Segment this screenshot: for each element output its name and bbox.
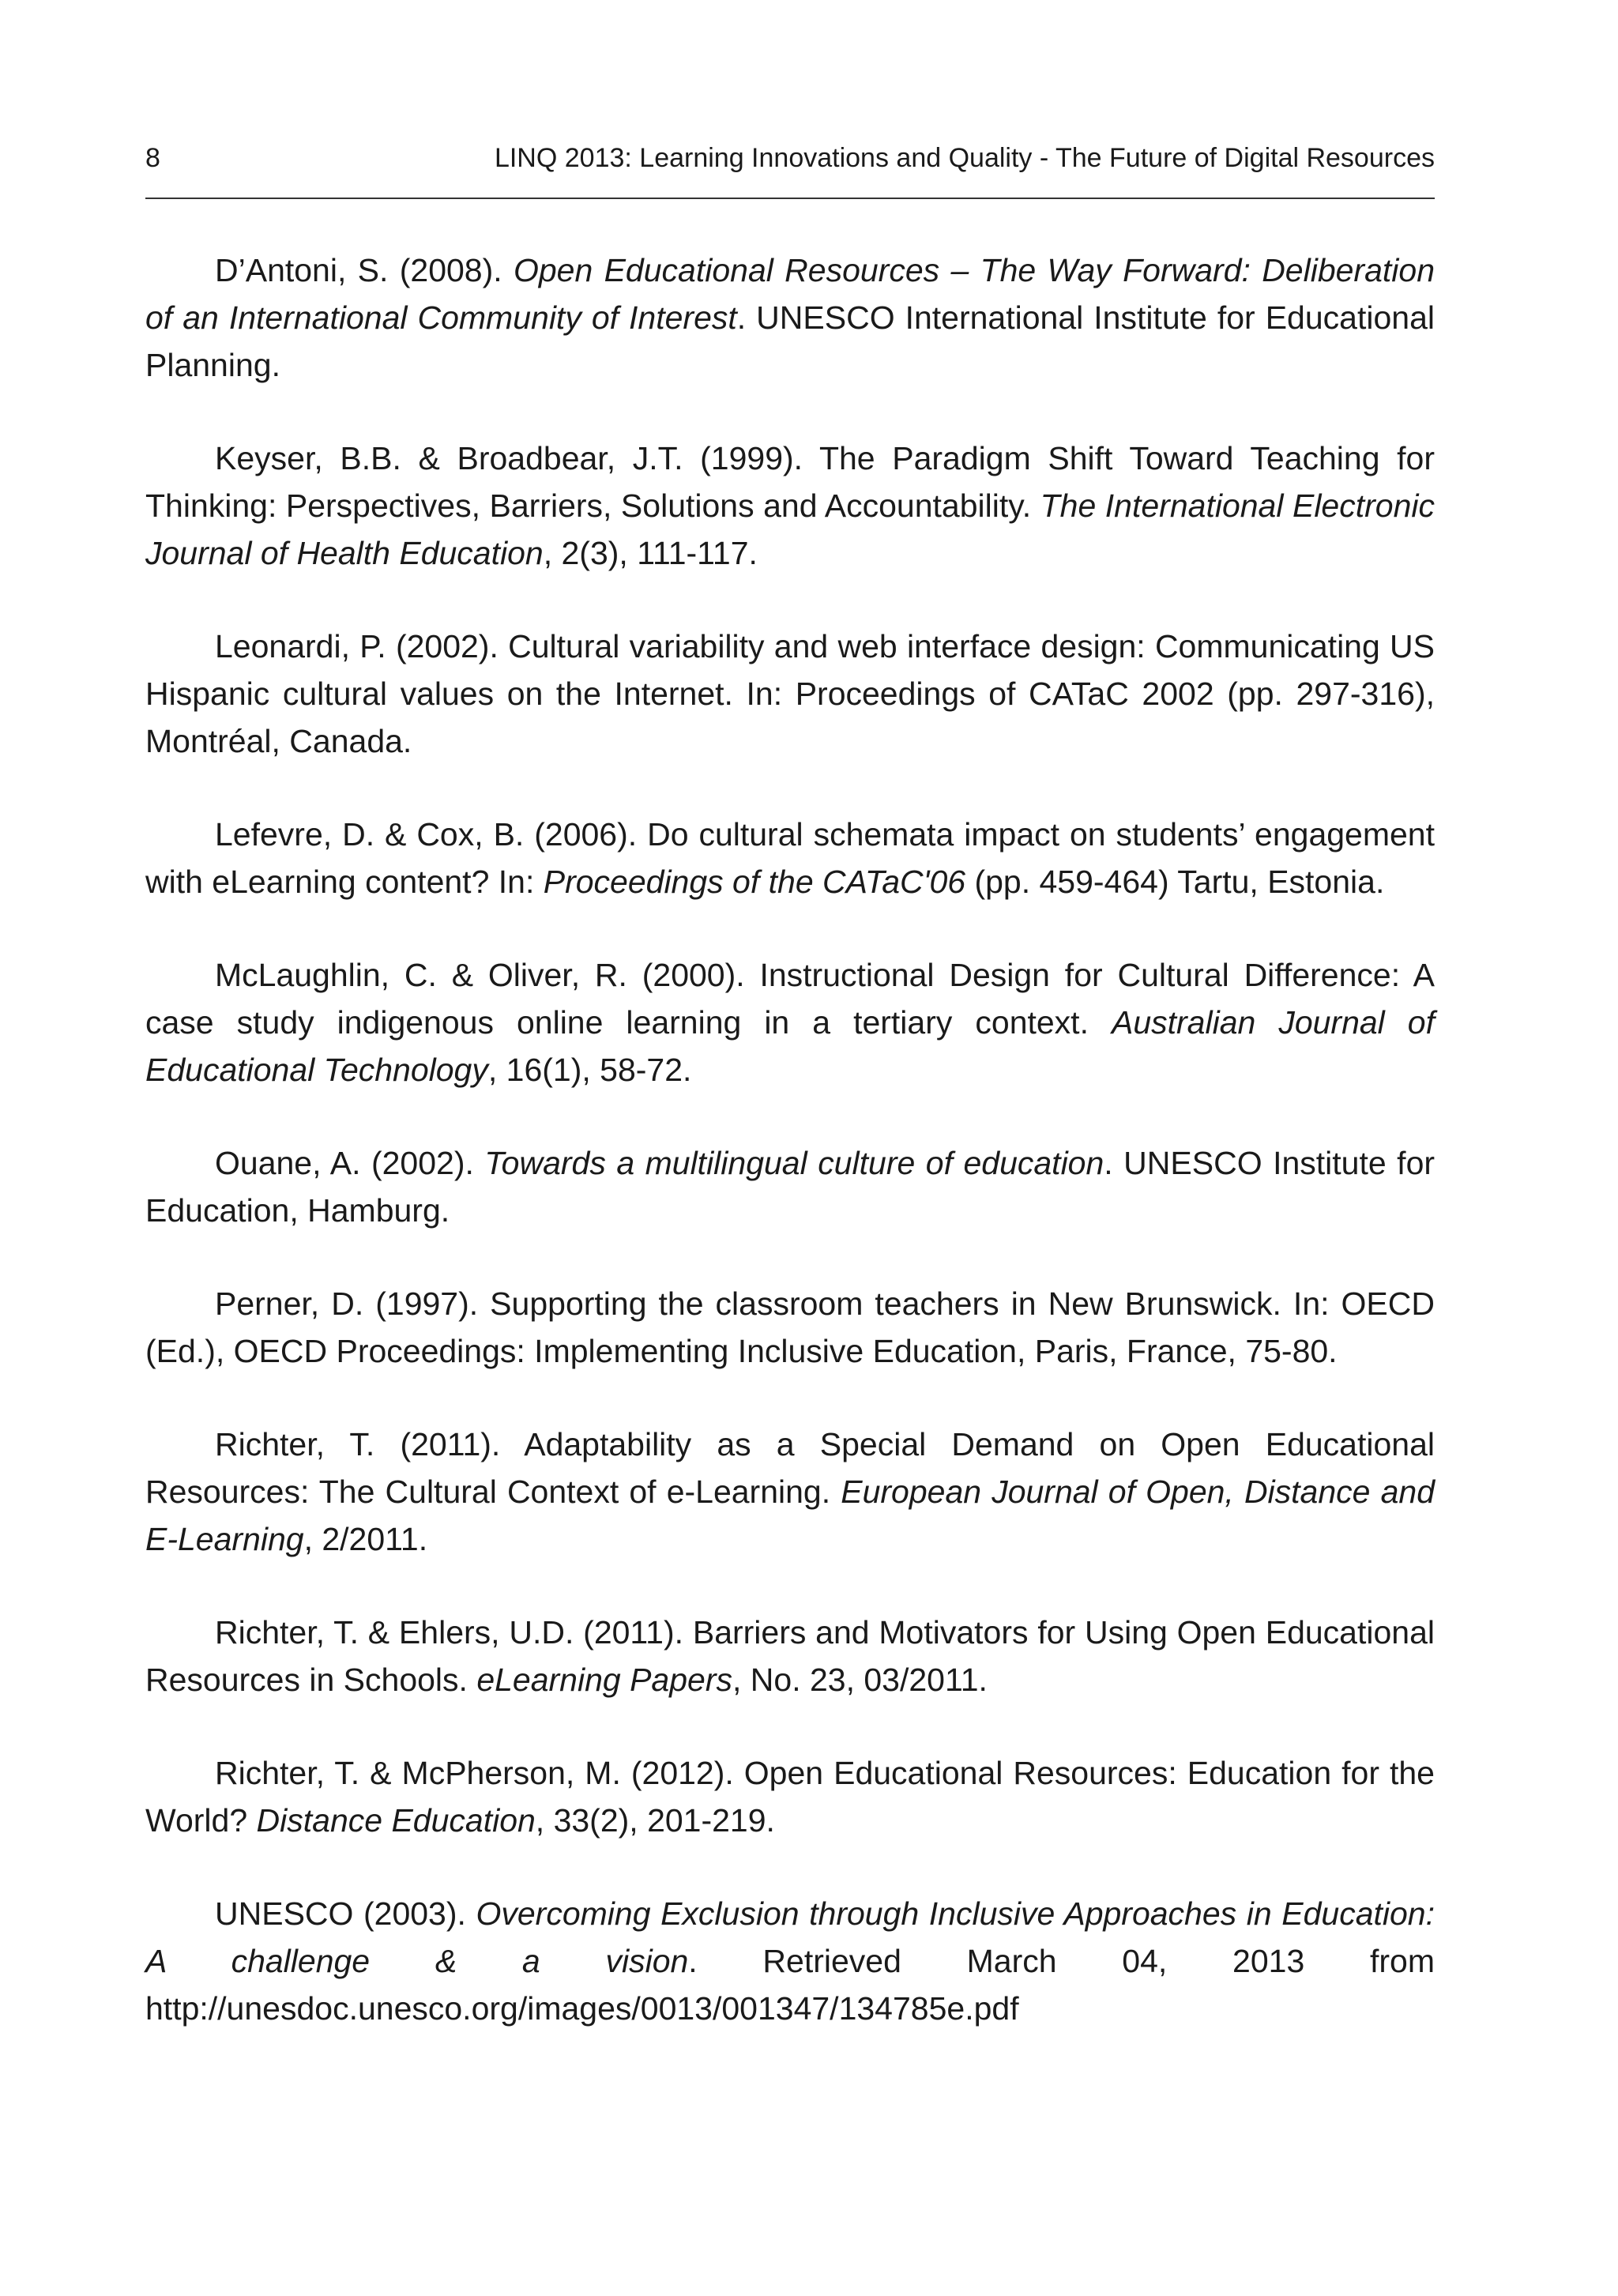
reference-text: , 2(3), 111-117. [543, 535, 758, 571]
reference-entry [145, 1421, 1435, 1563]
reference-text: , 2/2011. [303, 1521, 428, 1557]
reference-entry [145, 1749, 1435, 1844]
reference-title-italic: European Journal of Open, Distance and E-Learning [145, 1474, 1435, 1557]
reference-text: Richter, T. (2011). Adaptability as a Special Demand on Open Educational Resources: The Cultural Context of e-Learning. [145, 1426, 1435, 1510]
reference-title-italic: Open Educational Resources – The Way Forward: Deliberation of an International Community of Interest [145, 252, 1435, 336]
header-rule [145, 198, 1435, 199]
reference-text: Leonardi, P. (2002). Cultural variability and web interface design: Communicating US Hispanic cultural values on the Internet. In: Proceedings of CATaC 2002 (pp. 297-316), Montréal, Canada. [145, 628, 1435, 759]
reference-title-italic: Towards a multilingual culture of education [484, 1145, 1104, 1181]
running-title: LINQ 2013: Learning Innovations and Quality - The Future of Digital Resources [494, 143, 1435, 173]
reference-entry [145, 623, 1435, 765]
reference-title-italic: eLearning Papers [476, 1662, 732, 1698]
page-number: 8 [145, 143, 160, 173]
reference-text: Perner, D. (1997). Supporting the classroom teachers in New Brunswick. In: OECD (Ed.), OECD Proceedings: Implementing Inclusive Education, Paris, France, 75-80. [145, 1285, 1435, 1369]
reference-text: , 16(1), 58-72. [487, 1052, 692, 1088]
page-header [145, 139, 1435, 177]
reference-entry [145, 247, 1435, 389]
reference-entry [145, 1890, 1435, 2032]
reference-text: Richter, T. & McPherson, M. (2012). Open Educational Resources: Education for the World? [145, 1755, 1435, 1839]
reference-text: D’Antoni, S. (2008). [215, 252, 514, 288]
reference-title-italic: The International Electronic Journal of Health Education [145, 487, 1435, 571]
reference-text: McLaughlin, C. & Oliver, R. (2000). Instructional Design for Cultural Difference: A case study indigenous online learning in a tertiary context. [145, 957, 1435, 1041]
reference-title-italic: Proceedings of the CATaC'06 [543, 864, 966, 900]
reference-text: Keyser, B.B. & Broadbear, J.T. (1999). The Paradigm Shift Toward Teaching for Thinking: Perspectives, Barriers, Solutions and Accountability. [145, 440, 1435, 524]
reference-entry [145, 951, 1435, 1093]
reference-text: Lefevre, D. & Cox, B. (2006). Do cultural schemata impact on students’ engagement with eLearning content? In: [145, 816, 1435, 900]
reference-text: , No. 23, 03/2011. [732, 1662, 988, 1698]
reference-list [145, 247, 1435, 2078]
reference-title-italic: Distance Education [256, 1802, 536, 1839]
reference-text: . UNESCO International Institute for Educational Planning. [145, 299, 1435, 383]
reference-entry [145, 1139, 1435, 1234]
reference-text: , 33(2), 201-219. [535, 1802, 775, 1839]
reference-entry [145, 1609, 1435, 1703]
reference-title-italic: Australian Journal of Educational Technology [145, 1004, 1435, 1088]
reference-title-italic: Overcoming Exclusion through Inclusive Approaches in Education: A challenge & a vision [145, 1895, 1435, 1979]
reference-text: Ouane, A. (2002). [215, 1145, 485, 1181]
reference-text: (pp. 459-464) Tartu, Estonia. [965, 864, 1385, 900]
reference-text: . Retrieved March 04, 2013 from http://unesdoc.unesco.org/images/0013/001347/134785e.pdf [145, 1943, 1435, 2027]
reference-text: UNESCO (2003). [215, 1895, 476, 1932]
reference-entry [145, 1280, 1435, 1375]
reference-entry [145, 811, 1435, 905]
reference-entry [145, 435, 1435, 577]
reference-text: Richter, T. & Ehlers, U.D. (2011). Barriers and Motivators for Using Open Educational Resources in Schools. [145, 1614, 1435, 1698]
reference-text: . UNESCO Institute for Education, Hamburg. [145, 1145, 1436, 1229]
